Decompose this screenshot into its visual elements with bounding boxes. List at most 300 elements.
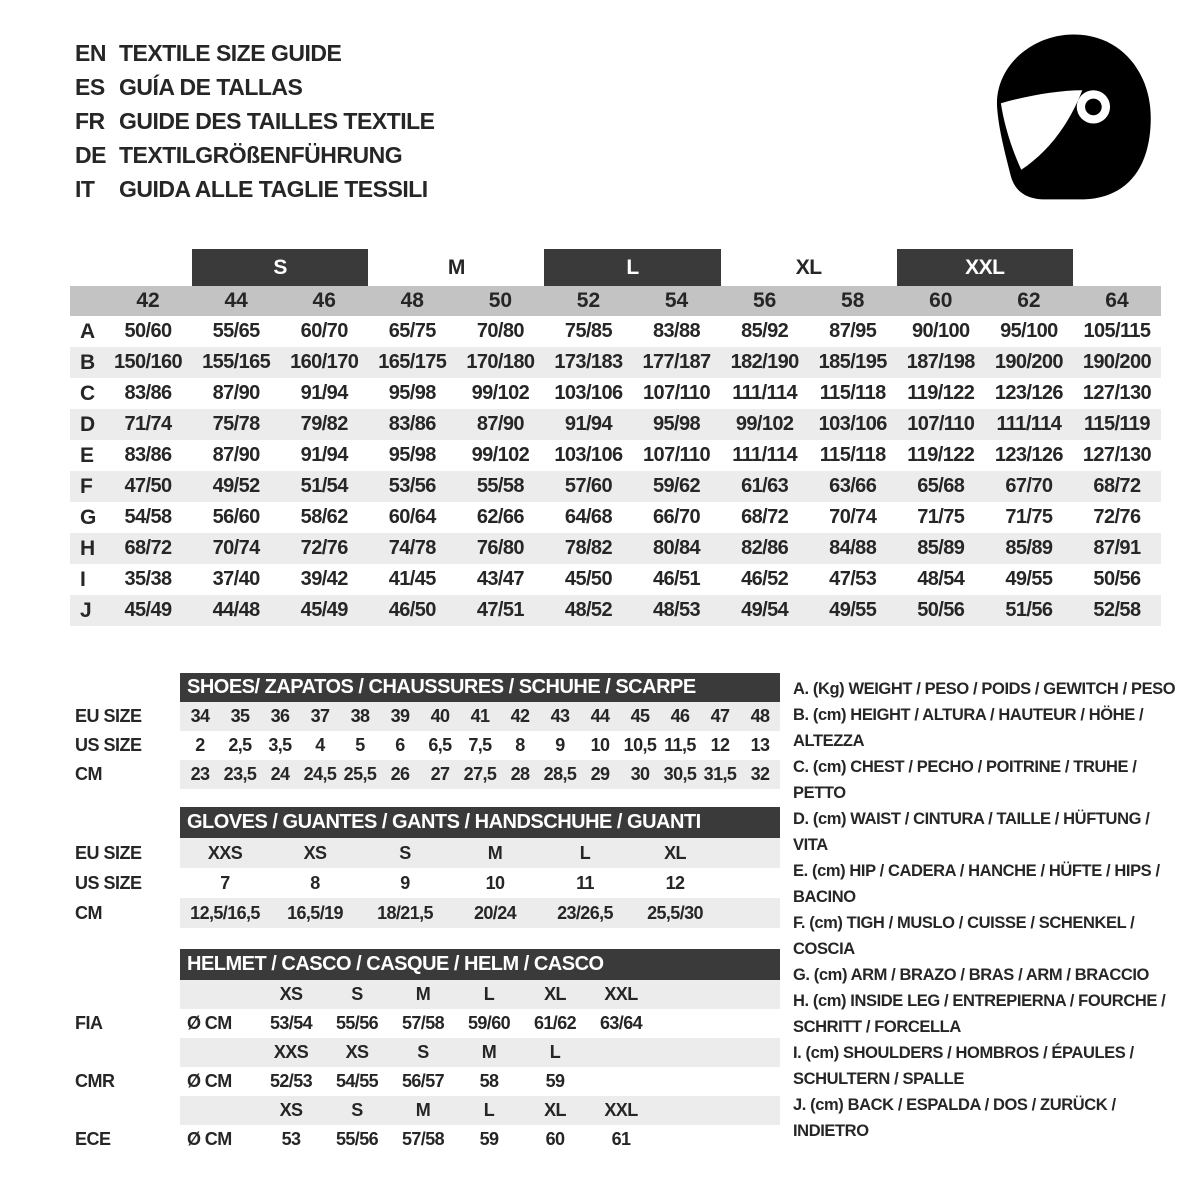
shoes-cell: 30 <box>630 764 650 784</box>
size-band-s: S <box>192 249 368 286</box>
shoes-cell: 45 <box>630 706 650 726</box>
helmet-size-row <box>75 1096 780 1125</box>
textile-cell: 103/106 <box>554 444 623 466</box>
legend-item: G. (cm) ARM / BRAZO / BRAS / ARM / BRACCIO <box>793 966 1149 984</box>
textile-row-d <box>70 409 1161 440</box>
standard-label: FIA <box>75 1013 103 1033</box>
shoes-cell: 32 <box>750 764 770 784</box>
helmet-size-cells <box>180 1038 780 1067</box>
textile-size-table <box>70 249 1161 626</box>
textile-cell: 49/55 <box>829 599 877 621</box>
textile-cell: 51/56 <box>1005 599 1053 621</box>
textile-cell: 45/50 <box>564 568 612 590</box>
textile-cell: 48/53 <box>653 599 701 621</box>
size-system-label: CM <box>75 764 102 784</box>
textile-cell: 67/70 <box>1005 475 1053 497</box>
textile-cell: 43/47 <box>476 568 524 590</box>
row-key: I <box>80 567 86 591</box>
textile-cell: 50/56 <box>1093 568 1141 590</box>
shoes-cell: 41 <box>470 706 490 726</box>
textile-cell: 82/86 <box>741 537 789 559</box>
textile-cell: 127/130 <box>1082 444 1151 466</box>
helmet-size-cell: XXS <box>273 1042 309 1062</box>
value-cells <box>180 868 780 898</box>
textile-cell: 63/66 <box>829 475 877 497</box>
numeric-size-cell: 44 <box>224 289 248 312</box>
gloves-cell: 11 <box>576 872 594 893</box>
language-label: GUIDA ALLE TAGLIE TESSILI <box>119 175 428 202</box>
language-label: GUÍA DE TALLAS <box>119 73 303 100</box>
helmet-value-cell: 60 <box>545 1129 565 1149</box>
helmet-icon <box>975 20 1160 216</box>
gloves-cell: 9 <box>400 872 410 893</box>
helmet-size-cell: XS <box>279 1100 303 1120</box>
gloves-body <box>75 838 780 928</box>
row-key: A <box>80 319 95 343</box>
helmet-value-cell: 53 <box>281 1129 301 1149</box>
size-system-label: CM <box>75 902 102 923</box>
textile-body <box>70 316 1161 626</box>
row-key: G <box>80 505 96 529</box>
helmet-size-cell: XXL <box>604 1100 638 1120</box>
shoes-cell: 8 <box>515 735 525 755</box>
shoes-cell: 38 <box>350 706 370 726</box>
textile-cell: 72/76 <box>300 537 348 559</box>
textile-cell: 187/198 <box>906 351 975 373</box>
legend-item: J. (cm) BACK / ESPALDA / DOS / ZURÜCK / INDIETRO <box>793 1096 1116 1140</box>
textile-cell: 53/56 <box>388 475 436 497</box>
textile-cell: 59/62 <box>653 475 701 497</box>
textile-cell: 49/55 <box>1005 568 1053 590</box>
gloves-cell: 18/21,5 <box>377 902 433 923</box>
helmet-value-cell: 58 <box>479 1071 499 1091</box>
textile-cell: 91/94 <box>564 413 612 435</box>
textile-cell: 52/58 <box>1093 599 1141 621</box>
shoes-cell: 26 <box>390 764 410 784</box>
helmet-size-cell: XXL <box>604 984 638 1004</box>
language-label: TEXTILE SIZE GUIDE <box>119 39 342 66</box>
textile-cell: 103/106 <box>818 413 887 435</box>
shoes-cell: 31,5 <box>703 764 737 784</box>
shoes-cell: 40 <box>430 706 450 726</box>
textile-cell: 185/195 <box>818 351 887 373</box>
textile-cell: 65/75 <box>388 320 436 342</box>
helmet-size-cell: L <box>483 984 495 1004</box>
textile-cell: 91/94 <box>300 444 348 466</box>
textile-cell: 49/52 <box>212 475 260 497</box>
language-list <box>75 36 435 206</box>
helmet-value-cells <box>180 1067 780 1096</box>
textile-cell: 99/102 <box>735 413 794 435</box>
textile-cell: 99/102 <box>471 444 530 466</box>
language-code: EN <box>75 39 106 66</box>
textile-cell: 83/86 <box>388 413 436 435</box>
textile-cell: 87/91 <box>1093 537 1141 559</box>
language-code: DE <box>75 141 106 168</box>
shoes-cell: 10 <box>590 735 610 755</box>
textile-cell: 58/62 <box>300 506 348 528</box>
numeric-size-cell: 54 <box>664 289 689 312</box>
helmet-value-cell: 59/60 <box>467 1013 511 1033</box>
size-band-l: L <box>544 249 720 286</box>
gloves-cell: XL <box>664 842 686 863</box>
textile-cell: 35/38 <box>124 568 172 590</box>
numeric-size-cell: 62 <box>1017 289 1041 312</box>
size-system-label: EU SIZE <box>75 842 142 863</box>
shoes-cell: 42 <box>510 706 530 726</box>
shoes-cell: 24,5 <box>303 764 337 784</box>
size-system-label: US SIZE <box>75 735 142 755</box>
textile-cell: 165/175 <box>378 351 447 373</box>
shoes-cell: 48 <box>750 706 770 726</box>
textile-cell: 84/88 <box>829 537 877 559</box>
row-key: E <box>80 443 94 467</box>
textile-cell: 76/80 <box>476 537 524 559</box>
textile-cell: 119/122 <box>907 444 975 466</box>
textile-cell: 103/106 <box>554 382 623 404</box>
helmet-body <box>75 980 780 1154</box>
helmet-value-cell: 55/56 <box>335 1013 379 1033</box>
textile-cell: 54/58 <box>124 506 172 528</box>
textile-cell: 71/74 <box>124 413 172 435</box>
textile-cell: 71/75 <box>1005 506 1053 528</box>
shoes-cell: 10,5 <box>623 735 657 755</box>
textile-cell: 44/48 <box>212 599 260 621</box>
gloves-cell: L <box>579 842 591 863</box>
size-band-row <box>70 249 1161 286</box>
textile-cell: 51/54 <box>300 475 348 497</box>
legend-item: C. (cm) CHEST / PECHO / POITRINE / TRUHE / PETTO <box>793 758 1137 802</box>
size-system-label: US SIZE <box>75 872 142 893</box>
gloves-cell: 7 <box>220 872 230 893</box>
shoes-cell: 23 <box>190 764 210 784</box>
shoes-cell: 46 <box>670 706 690 726</box>
numeric-size-cell: 52 <box>576 289 601 312</box>
textile-cell: 60/64 <box>388 506 436 528</box>
textile-cell: 115/119 <box>1084 413 1150 435</box>
row-key: B <box>80 350 95 374</box>
textile-cell: 90/100 <box>912 320 970 342</box>
shoes-cell: 30,5 <box>663 764 697 784</box>
textile-cell: 46/50 <box>388 599 436 621</box>
size-band-xl: XL <box>795 255 822 279</box>
language-label: GUIDE DES TAILLES TEXTILE <box>119 107 435 134</box>
legend-item: E. (cm) HIP / CADERA / HANCHE / HÜFTE / HIPS / BACINO <box>793 862 1160 906</box>
helmet-value-cells <box>180 1009 780 1038</box>
helmet-value-cell: 61 <box>611 1129 631 1149</box>
shoes-cell: 11,5 <box>664 735 696 755</box>
helmet-size-cell: M <box>415 984 431 1004</box>
textile-cell: 87/90 <box>212 382 260 404</box>
legend-item: I. (cm) SHOULDERS / HOMBROS / ÉPAULES / SCHULTERN / SPALLE <box>793 1044 1134 1088</box>
textile-cell: 83/86 <box>124 444 172 466</box>
textile-cell: 39/42 <box>300 568 348 590</box>
helmet-value-cell: 55/56 <box>335 1129 379 1149</box>
textile-cell: 150/160 <box>113 351 183 373</box>
shoes-cell: 6,5 <box>428 735 452 755</box>
gloves-cell: 25,5/30 <box>647 902 703 923</box>
textile-cell: 47/50 <box>124 475 172 497</box>
shoes-cell: 9 <box>555 735 565 755</box>
textile-cell: 170/180 <box>466 351 535 373</box>
textile-cell: 87/90 <box>212 444 260 466</box>
diameter-unit-label: Ø CM <box>187 1013 232 1033</box>
helmet-size-row <box>75 1038 780 1067</box>
textile-cell: 75/78 <box>212 413 260 435</box>
shoes-title: SHOES/ ZAPATOS / CHAUSSURES / SCHUHE / SCARPE <box>180 673 780 702</box>
textile-cell: 95/100 <box>1000 320 1058 342</box>
textile-cell: 87/90 <box>476 413 524 435</box>
shoes-cell: 44 <box>590 706 610 726</box>
helmet-size-cells <box>180 980 780 1009</box>
shoes-cell: 2,5 <box>228 735 252 755</box>
shoes-cell: 36 <box>270 706 290 726</box>
textile-cell: 68/72 <box>741 506 789 528</box>
textile-cell: 71/75 <box>917 506 965 528</box>
language-row <box>75 36 435 70</box>
helmet-value-row-cmr <box>75 1067 780 1096</box>
textile-cell: 62/66 <box>476 506 524 528</box>
textile-cell: 83/86 <box>124 382 172 404</box>
textile-cell: 61/63 <box>741 475 789 497</box>
textile-cell: 190/200 <box>994 351 1063 373</box>
numeric-size-cell: 56 <box>752 289 777 312</box>
gloves-cell: 10 <box>485 872 505 893</box>
shoes-cell: 12 <box>710 735 730 755</box>
textile-cell: 85/89 <box>917 537 965 559</box>
shoes-cell: 2 <box>195 735 205 755</box>
textile-cell: 95/98 <box>653 413 701 435</box>
size-band-m: M <box>447 255 465 279</box>
shoes-cell: 27,5 <box>463 764 497 784</box>
row-key: J <box>80 598 92 622</box>
textile-cell: 105/115 <box>1083 320 1151 342</box>
legend-item: D. (cm) WAIST / CINTURA / TAILLE / HÜFTUNG / VITA <box>793 810 1150 854</box>
gloves-cell: XXS <box>207 842 243 863</box>
numeric-size-spacer <box>70 286 104 316</box>
textile-row-g <box>70 502 1161 533</box>
textile-cell: 177/187 <box>642 351 711 373</box>
helmet-size-cell: S <box>417 1042 429 1062</box>
shoes-row <box>75 702 780 731</box>
helmet-value-cells <box>180 1125 780 1154</box>
textile-row-h <box>70 533 1161 564</box>
textile-cell: 55/58 <box>476 475 524 497</box>
textile-cell: 45/49 <box>124 599 172 621</box>
textile-cell: 45/49 <box>300 599 348 621</box>
textile-row-a <box>70 316 1161 347</box>
textile-cell: 37/40 <box>212 568 260 590</box>
numeric-size-cell: 60 <box>929 289 953 312</box>
helmet-size-cell: S <box>351 1100 363 1120</box>
numeric-size-cell: 46 <box>312 289 336 312</box>
textile-cell: 119/122 <box>907 382 975 404</box>
helmet-value-cell: 59 <box>545 1071 565 1091</box>
textile-cell: 47/51 <box>476 599 524 621</box>
numeric-size-cell: 42 <box>136 289 160 312</box>
size-system-label: EU SIZE <box>75 706 142 726</box>
row-key: D <box>80 412 95 436</box>
gloves-cell: S <box>399 842 411 863</box>
textile-cell: 75/85 <box>564 320 612 342</box>
helmet-table <box>75 949 780 1154</box>
textile-cell: 182/190 <box>730 351 799 373</box>
gloves-cell: 23/26,5 <box>557 902 613 923</box>
gloves-cell: M <box>487 842 503 863</box>
textile-cell: 85/92 <box>741 320 789 342</box>
gloves-cell: 12,5/16,5 <box>190 902 260 923</box>
numeric-size-row <box>70 286 1161 316</box>
gloves-cell: 16,5/19 <box>287 902 343 923</box>
helmet-value-row-ece <box>75 1125 780 1154</box>
shoes-cell: 5 <box>355 735 365 755</box>
shoes-cell: 28,5 <box>543 764 577 784</box>
standard-label: CMR <box>75 1071 115 1091</box>
helmet-size-cell: L <box>549 1042 561 1062</box>
legend-item: A. (Kg) WEIGHT / PESO / POIDS / GEWITCH / PESO <box>793 680 1176 698</box>
textile-cell: 123/126 <box>994 444 1063 466</box>
textile-cell: 95/98 <box>388 444 436 466</box>
textile-cell: 78/82 <box>564 537 612 559</box>
numeric-size-cell: 64 <box>1105 289 1129 312</box>
shoes-cell: 4 <box>315 735 325 755</box>
gloves-row <box>75 898 780 928</box>
language-code: ES <box>75 73 105 100</box>
numeric-size-cell: 58 <box>841 289 865 312</box>
language-label: TEXTILGRÖßENFÜHRUNG <box>119 141 403 168</box>
shoes-cell: 43 <box>550 706 570 726</box>
shoes-table <box>75 673 780 789</box>
helmet-size-cell: M <box>481 1042 497 1062</box>
textile-cell: 70/80 <box>476 320 524 342</box>
value-cells <box>180 838 780 868</box>
textile-cell: 107/110 <box>643 382 711 404</box>
language-row <box>75 172 435 206</box>
textile-row-c <box>70 378 1161 409</box>
legend-item: F. (cm) TIGH / MUSLO / CUISSE / SCHENKEL / COSCIA <box>793 914 1135 958</box>
textile-cell: 46/51 <box>653 568 701 590</box>
helmet-value-cell: 54/55 <box>335 1071 379 1091</box>
shoes-cell: 34 <box>190 706 210 726</box>
standard-label: ECE <box>75 1129 111 1149</box>
textile-cell: 190/200 <box>1082 351 1151 373</box>
helmet-size-cell: XS <box>345 1042 369 1062</box>
textile-cell: 50/56 <box>917 599 965 621</box>
textile-cell: 41/45 <box>388 568 436 590</box>
textile-cell: 91/94 <box>300 382 348 404</box>
diameter-unit-label: Ø CM <box>187 1071 232 1091</box>
row-key: F <box>80 474 93 498</box>
textile-cell: 111/114 <box>996 413 1062 435</box>
gloves-title: GLOVES / GUANTES / GANTS / HANDSCHUHE / GUANTI <box>180 807 780 838</box>
shoes-cell: 28 <box>510 764 530 784</box>
textile-cell: 95/98 <box>388 382 436 404</box>
helmet-value-cell: 57/58 <box>401 1013 445 1033</box>
helmet-value-cell: 52/53 <box>269 1071 313 1091</box>
textile-cell: 115/118 <box>819 444 886 466</box>
gloves-cell: 12 <box>665 872 685 893</box>
shoes-cell: 37 <box>310 706 330 726</box>
textile-cell: 68/72 <box>1093 475 1141 497</box>
textile-cell: 127/130 <box>1082 382 1151 404</box>
shoes-cell: 27 <box>430 764 450 784</box>
row-key: C <box>80 381 95 405</box>
textile-cell: 87/95 <box>829 320 877 342</box>
helmet-value-cell: 57/58 <box>401 1129 445 1149</box>
shoes-cell: 47 <box>710 706 730 726</box>
shoes-cell: 25,5 <box>343 764 377 784</box>
textile-cell: 72/76 <box>1093 506 1141 528</box>
value-cells <box>180 898 780 928</box>
textile-cell: 155/165 <box>202 351 271 373</box>
helmet-size-cell: S <box>351 984 363 1004</box>
textile-cell: 68/72 <box>124 537 172 559</box>
textile-cell: 107/110 <box>907 413 975 435</box>
shoes-cell: 6 <box>395 735 405 755</box>
shoes-cell: 23,5 <box>223 764 257 784</box>
legend-item: H. (cm) INSIDE LEG / ENTREPIERNA / FOURCHE / SCHRITT / FORCELLA <box>793 992 1166 1036</box>
textile-cell: 80/84 <box>653 537 701 559</box>
textile-cell: 47/53 <box>829 568 877 590</box>
textile-cell: 70/74 <box>212 537 260 559</box>
helmet-size-cell: XS <box>279 984 303 1004</box>
language-row <box>75 104 435 138</box>
value-cells <box>180 731 780 760</box>
textile-cell: 160/170 <box>290 351 359 373</box>
shoes-cell: 35 <box>230 706 250 726</box>
shoes-cell: 3,5 <box>268 735 292 755</box>
textile-row-f <box>70 471 1161 502</box>
textile-cell: 85/89 <box>1005 537 1053 559</box>
textile-cell: 65/68 <box>917 475 965 497</box>
textile-cell: 49/54 <box>741 599 789 621</box>
gloves-cell: 8 <box>310 872 320 893</box>
helmet-value-cell: 63/64 <box>599 1013 643 1033</box>
gloves-row <box>75 838 780 868</box>
textile-cell: 111/114 <box>732 382 798 404</box>
helmet-size-cell: XL <box>544 1100 566 1120</box>
textile-row-i <box>70 564 1161 595</box>
textile-cell: 111/114 <box>732 444 798 466</box>
numeric-size-cell: 50 <box>488 289 513 312</box>
textile-cell: 48/52 <box>564 599 612 621</box>
textile-cell: 79/82 <box>300 413 348 435</box>
shoes-cell: 39 <box>390 706 410 726</box>
helmet-value-row-fia <box>75 1009 780 1038</box>
helmet-value-cell: 61/62 <box>533 1013 577 1033</box>
textile-cell: 66/70 <box>653 506 701 528</box>
helmet-size-row <box>75 980 780 1009</box>
legend-item: B. (cm) HEIGHT / ALTURA / HAUTEUR / HÖHE / ALTEZZA <box>793 706 1144 750</box>
helmet-size-cell: M <box>415 1100 431 1120</box>
language-code: FR <box>75 107 105 134</box>
language-row <box>75 138 435 172</box>
diameter-unit-label: Ø CM <box>187 1129 232 1149</box>
textile-cell: 57/60 <box>564 475 612 497</box>
shoes-body <box>75 702 780 789</box>
helmet-value-cell: 53/54 <box>269 1013 313 1033</box>
textile-cell: 83/88 <box>653 320 701 342</box>
gloves-row <box>75 868 780 898</box>
textile-cell: 115/118 <box>819 382 886 404</box>
shoes-cell: 13 <box>750 735 770 755</box>
textile-cell: 56/60 <box>212 506 260 528</box>
language-code: IT <box>75 175 95 202</box>
helmet-size-cell: XL <box>544 984 566 1004</box>
textile-cell: 70/74 <box>829 506 877 528</box>
helmet-size-cells <box>180 1096 780 1125</box>
gloves-table <box>75 807 780 928</box>
